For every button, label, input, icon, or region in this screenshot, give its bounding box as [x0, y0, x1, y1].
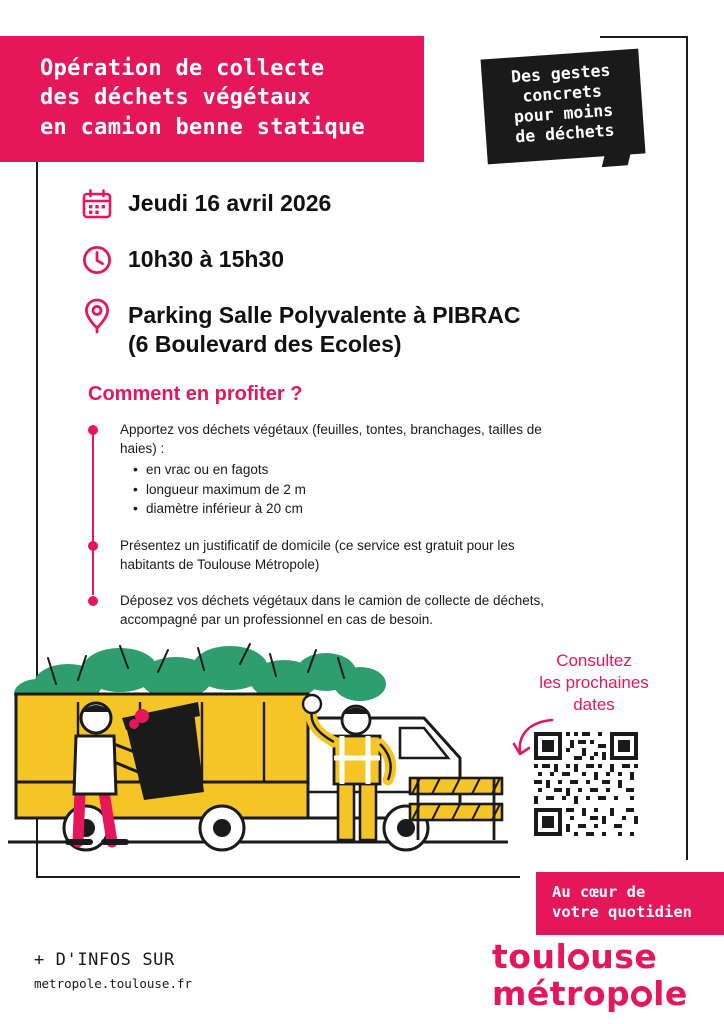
info-row-date [78, 184, 638, 224]
logo-line-1 [492, 937, 692, 976]
website-url[interactable]: metropole.toulouse.fr [34, 976, 193, 991]
logo-ring-icon [568, 949, 589, 970]
title-line-2: des déchets végétaux [40, 85, 311, 111]
qr-caption-line2: les prochaines [539, 673, 649, 693]
frame-notch-top [420, 28, 600, 46]
event-info [78, 184, 638, 375]
brand-banner [536, 872, 724, 935]
logo-line-2 [492, 974, 692, 1013]
event-place-line1: Parking Salle Polyvalente à PIBRAC [128, 302, 521, 328]
info-row-time [78, 240, 638, 280]
logo-text-use: use [590, 937, 658, 976]
step-text: Apportez vos déchets végétaux (feuilles, tontes, branchages, tailles de haies) : [120, 422, 542, 457]
bullet-dot [88, 541, 98, 551]
badge-line-1: Des gestes [510, 60, 611, 87]
calendar-icon [78, 184, 116, 224]
step-text: Déposez vos déchets végétaux dans le camion de collecte de déchets, accompagné par un professionnel en cas de besoin. [120, 593, 545, 628]
sub-item: • longueur maximum de 2 m [146, 480, 568, 500]
step-item [88, 420, 568, 519]
more-info-label: + D'INFOS SUR [34, 950, 175, 970]
banner-line-1: Au cœur de [552, 883, 646, 901]
banner-line-2: votre quotidien [552, 903, 692, 922]
clock-icon [78, 240, 116, 280]
bullet-dot [88, 425, 98, 435]
campaign-badge [481, 49, 646, 164]
map-pin-icon [78, 296, 116, 336]
illustration-truck-scene [8, 632, 508, 878]
logo-text-le: le [653, 974, 688, 1013]
event-time: 10h30 à 15h30 [128, 246, 285, 272]
event-date: Jeudi 16 avril 2026 [128, 190, 332, 216]
howto-steps [88, 420, 568, 647]
badge-line-4: de déchets [514, 120, 616, 147]
footer-info [34, 950, 192, 991]
title-band [0, 36, 424, 162]
qr-code-icon[interactable] [530, 728, 642, 840]
qr-section [512, 650, 662, 716]
step-item [88, 536, 568, 574]
sub-item: • en vrac ou en fagots [146, 460, 568, 480]
step-text: Présentez un justificatif de domicile (ce service est gratuit pour les habitants de Toulouse Métropole) [120, 538, 515, 573]
badge-line-2: concrets [521, 81, 603, 106]
event-place [128, 296, 520, 359]
title-line-1: Opération de collecte [40, 56, 325, 81]
logo-text-metrop: métrop [492, 974, 631, 1013]
qr-caption [526, 650, 662, 716]
qr-caption-line3: dates [573, 695, 615, 715]
step-item [88, 591, 568, 629]
info-row-place [78, 296, 638, 359]
event-place-line2: (6 Boulevard des Ecoles) [128, 330, 402, 357]
logo-text-toul: toul [492, 937, 568, 976]
step-sub-list [120, 460, 568, 519]
qr-caption-line1: Consultez [556, 651, 632, 670]
badge-line-3: pour moins [513, 100, 614, 127]
bullet-dot [88, 596, 98, 606]
logo-ring-icon-2 [631, 986, 652, 1007]
title-line-3: en camion benne statique [40, 114, 366, 140]
toulouse-metropole-logo [492, 937, 692, 1013]
howto-heading: Comment en profiter ? [88, 383, 303, 405]
sub-item: • diamètre inférieur à 20 cm [146, 499, 568, 519]
